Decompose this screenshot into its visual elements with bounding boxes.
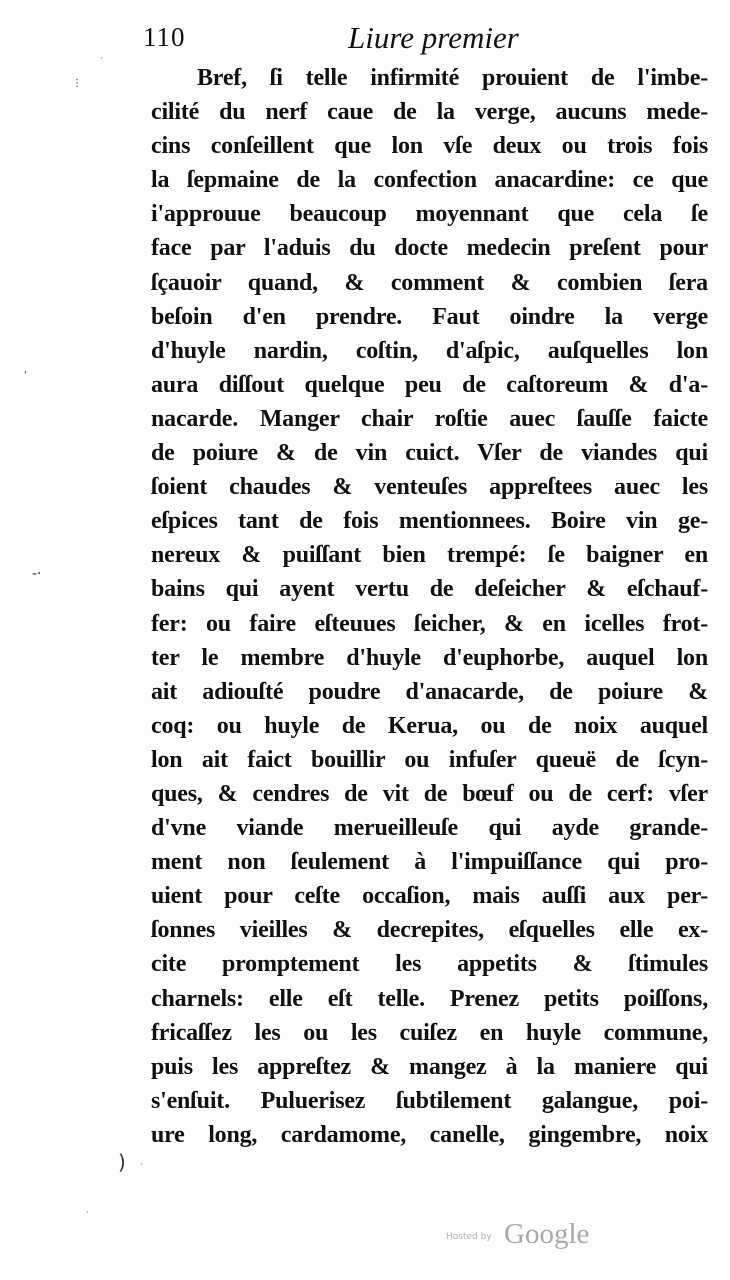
text-line: uient pour ceſte occaſion, mais auſſi aux per-: [151, 883, 708, 910]
margin-speck: ·: [100, 54, 103, 63]
text-line: ait adiouſté poudre d'anacarde, de poiure &: [151, 678, 708, 705]
margin-speck: ': [24, 370, 27, 381]
google-books-watermark: [446, 1218, 606, 1258]
text-line: fricaſſez les ou les cuiſez en huyle commune,: [151, 1019, 708, 1046]
text-line: eſpices tant de fois mentionnees. Boire vin ge-: [151, 508, 708, 535]
text-line: lon ait faict bouillir ou infuſer queuë de ſcyn-: [151, 746, 708, 773]
text-line: cins conſeillent que lon vſe deux ou trois fois: [151, 133, 708, 160]
page-header: [143, 12, 703, 60]
text-line: bains qui ayent vertu de deſeicher & eſchauf-: [151, 576, 708, 603]
text-line: la ſepmaine de la confection anacardine: ce que: [151, 167, 708, 194]
text-line: face par l'aduis du docte medecin preſent pour: [151, 235, 708, 262]
page-number: 110: [143, 22, 186, 52]
margin-speck: -·: [32, 566, 42, 582]
google-logo: Google: [504, 1218, 590, 1250]
text-line: nereux & puiſſant bien trempé: ſe baigner en: [151, 542, 708, 569]
text-line: ques, & cendres de vit de bœuf ou de cerf: vſer: [151, 780, 708, 807]
text-line: nacarde. Manger chair roſtie auec ſauſſe faicte: [151, 405, 708, 432]
margin-speck: ·: [86, 1208, 89, 1217]
text-line: coq: ou huyle de Kerua, ou de noix auquel: [151, 712, 708, 739]
text-line: ſçauoir quand, & comment & combien ſera: [151, 269, 708, 296]
text-line: i'approuue beaucoup moyennant que cela ſe: [151, 201, 708, 228]
text-line: d'vne viande merueilleuſe qui ayde grande-: [151, 815, 708, 842]
text-line: ſoient chaudes & venteuſes appreſtees auec les: [151, 474, 708, 501]
text-line: Bref, ſi telle infirmité prouient de l'imbe-: [197, 65, 708, 91]
text-line: fer: ou faire eſteuues ſeicher, & en icelles frot-: [151, 610, 708, 637]
margin-speck: ·: [140, 1160, 143, 1169]
text-line: de poiure & de vin cuict. Vſer de viandes qui: [151, 440, 708, 467]
margin-speck: ⋮: [72, 78, 82, 89]
text-line: ter le membre d'huyle d'euphorbe, auquel lon: [151, 644, 708, 671]
text-line: cilité du nerf caue de la verge, aucuns mede-: [151, 99, 708, 126]
text-line: charnels: elle eſt telle. Prenez petits poiſſons,: [151, 985, 708, 1012]
running-title: Liure premier: [348, 20, 519, 55]
text-line: aura diſſout quelque peu de caſtoreum & d'a-: [151, 371, 708, 398]
text-line: ment non ſeulement à l'impuiſſance qui pro-: [151, 849, 708, 876]
text-line: ſonnes vieilles & decrepites, eſquelles elle ex-: [151, 917, 708, 944]
margin-speck: ): [118, 1150, 126, 1174]
text-line: cite promptement les appetits & ſtimules: [151, 951, 708, 978]
text-line: s'enſuit. Puluerisez ſubtilement galangue, poi-: [151, 1087, 708, 1114]
text-line: beſoin d'en prendre. Faut oindre la verge: [151, 303, 708, 330]
text-line: puis les appreſtez & mangez à la maniere qui: [151, 1053, 708, 1080]
hosted-by-label: Hosted by: [446, 1232, 492, 1242]
body-text: [151, 61, 708, 1152]
text-line: d'huyle nardin, coſtin, d'aſpic, auſquelles lon: [151, 337, 708, 364]
text-line: ure long, cardamome, canelle, gingembre, noix: [151, 1121, 708, 1148]
